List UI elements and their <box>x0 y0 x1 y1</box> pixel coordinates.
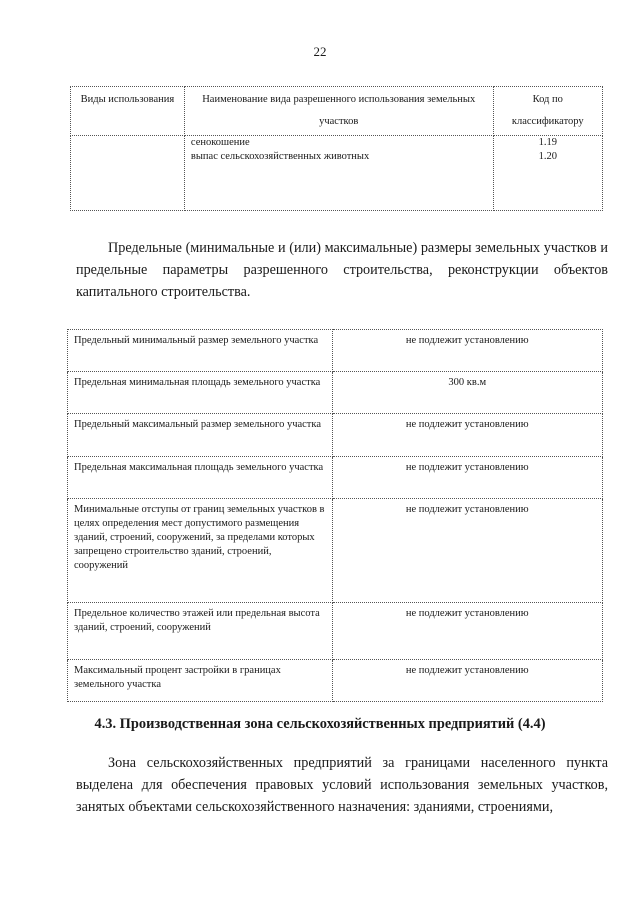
use-name: сенокошение <box>190 137 250 148</box>
limit-parameters-table <box>67 329 603 702</box>
table-row <box>71 136 603 211</box>
parameter-name: Предельное количество этажей или предельная высота зданий, строений, сооружений <box>68 603 333 660</box>
table-row <box>68 660 603 702</box>
use-name-cell <box>184 136 493 211</box>
parameter-name: Минимальные отступы от границ земельных участков в целях определения мест допустимого размещения зданий, строений, сооружений, за пределами которых запрещено строительство зданий, строений, сооружений <box>68 499 333 603</box>
parameter-name: Предельный максимальный размер земельного участка <box>68 414 333 457</box>
page-number: 22 <box>313 44 327 59</box>
table-header-row <box>71 87 603 136</box>
parameter-value: не подлежит установлению <box>332 330 603 372</box>
classifier-code-cell <box>493 136 602 211</box>
use-name: выпас сельскохозяйственных животных <box>190 151 370 162</box>
table-row <box>68 414 603 457</box>
table-row <box>68 457 603 499</box>
table-row <box>68 372 603 414</box>
parameter-value: не подлежит установлению <box>332 660 603 702</box>
table-row <box>68 330 603 372</box>
parameter-value: не подлежит установлению <box>332 414 603 457</box>
table-row <box>68 499 603 603</box>
parameter-name: Предельная максимальная площадь земельного участка <box>68 457 333 499</box>
limits-intro-paragraph: Предельные (минимальные и (или) максимальные) размеры земельных участков и предельные параметры разрешенного строительства, реконструкции объектов капитального строительства. <box>76 240 608 300</box>
use-type-cell <box>71 136 185 211</box>
parameter-value: 300 кв.м <box>332 372 603 414</box>
header-use-name: Наименование вида разрешенного использования земельных участков <box>184 87 493 136</box>
parameter-value: не подлежит установлению <box>332 499 603 603</box>
parameter-name: Предельная минимальная площадь земельного участка <box>68 372 333 414</box>
section-paragraph: Зона сельскохозяйственных предприятий за границами населенного пункта выделена для обеспечения правовых условий использования земельных участков, занятых объектами сельскохозяйственного назначения: зданиями, строениями, <box>76 755 608 815</box>
permitted-uses-table <box>70 86 603 211</box>
section-heading: 4.3. Производственная зона сельскохозяйственных предприятий (4.4) <box>94 716 546 732</box>
parameter-name: Предельный минимальный размер земельного участка <box>68 330 333 372</box>
header-use-types: Виды использования <box>71 87 185 136</box>
table-row <box>68 603 603 660</box>
parameter-value: не подлежит установлению <box>332 457 603 499</box>
parameter-name: Максимальный процент застройки в границах земельного участка <box>68 660 333 702</box>
classifier-code: 1.19 <box>538 137 557 148</box>
classifier-code: 1.20 <box>538 151 557 162</box>
parameter-value: не подлежит установлению <box>332 603 603 660</box>
header-classifier-code: Код по классификатору <box>493 87 602 136</box>
